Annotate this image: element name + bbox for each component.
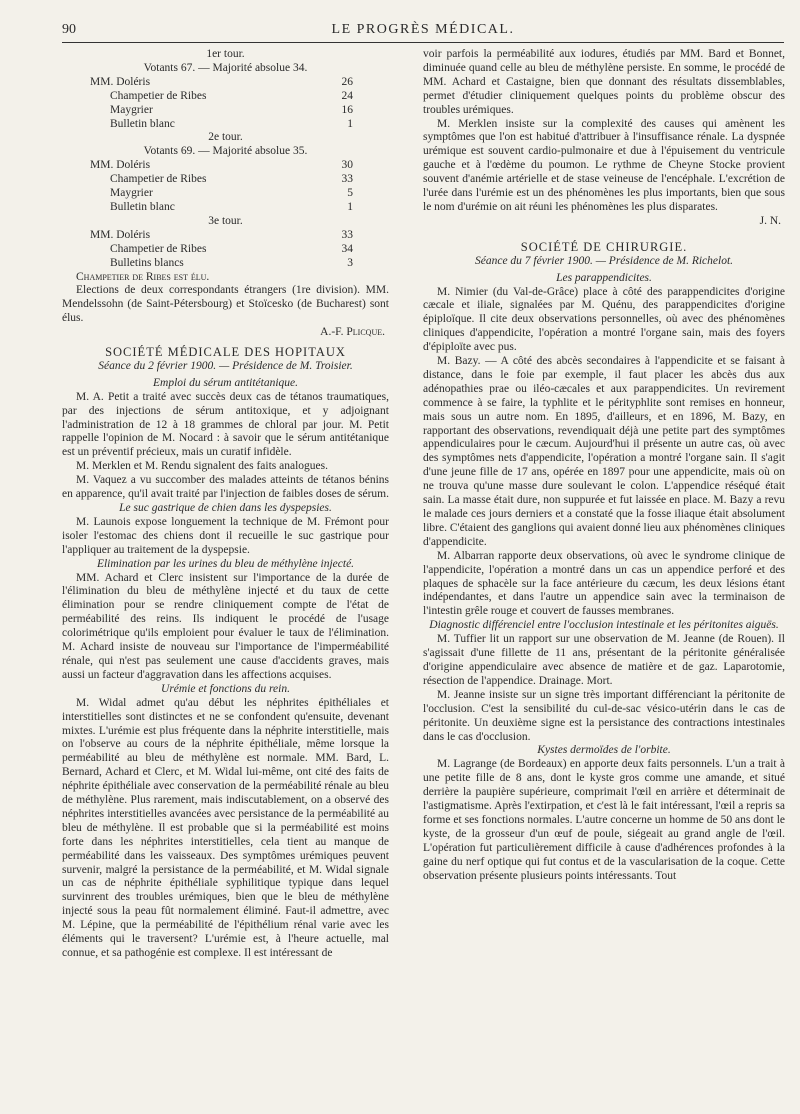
- vote-count: 33: [341, 173, 353, 186]
- paragraph-merklen-2: M. Merklen insiste sur la complexité des causes qui amènent les symptômes que l'on est habitué d'attribuer à l'insuffisance rénale. La dyspnée urémique est souvent cardio-pulmonaire et due à l'épuisement du ventricule gauche et à l'œdème du poumon. Le rythme de Cheyne Stocke provient souvent d'anémie artérielle et de stase veineuse de l'encéphale. L'excrétion de l'urée dans l'urémie est un des phénomènes les plus importants, bien que sous le nom d'urémie on ait réuni les phénomènes les plus disparates.: [423, 117, 785, 213]
- author-signature: J. N.: [759, 214, 781, 227]
- subheading-kystes: Kystes dermoïdes de l'orbite.: [537, 744, 671, 757]
- vote-count: 30: [341, 159, 353, 172]
- tour-1-results: [62, 76, 389, 132]
- vote-name: Champetier de Ribes: [110, 89, 207, 102]
- subheading-elimination: Elimination par les urines du bleu de méthylène injecté.: [96, 557, 355, 570]
- vote-count: 1: [347, 117, 353, 130]
- tour-2-votants: Votants 69. — Majorité absolue 35.: [143, 145, 308, 158]
- seance-line: Séance du 7 février 1900. — Présidence de M. Richelot.: [474, 254, 734, 267]
- vote-name: Champetier de Ribes: [110, 242, 207, 255]
- tour-2-heading: 2e tour.: [208, 131, 243, 144]
- vote-name: Bulletins blancs: [110, 256, 184, 269]
- vote-count: 3: [347, 256, 353, 269]
- paragraph-vaquez: M. Vaquez a vu succomber des malades atteints de tétanos bénins en apparence, qu'il avait traité par l'injection de faibles doses de sérum.: [62, 474, 389, 501]
- tour-2-results: [62, 159, 389, 215]
- subheading-parappendicites: Les parappendicites.: [556, 271, 652, 284]
- vote-count: 34: [341, 242, 353, 255]
- vote-name: Champetier de Ribes: [110, 173, 207, 186]
- vote-name: Maygrier: [110, 103, 153, 116]
- paragraph-merklen: M. Merklen et M. Rendu signalent des faits analogues.: [76, 460, 328, 473]
- paragraph-bazy: M. Bazy. — A côté des abcès secondaires à l'appendicite et se faisant à distance, dans le foie par exemple, il faut placer les abcès dus aux adénopathies prae ou iléo-cæcales et aux parappendicites. Un revirement commence à se faire, la typhlite et le pérityphlite sont remises en honneur, mais sous un autre nom. En 1895, d'ailleurs, et en 1896, M. Bazy, en rapportant des observations, revendiquait déjà une petite part des symptômes appendiculaires pour le cæcum. Aujourd'hui il présente un autre cas, où avec des symptômes nets d'appendicite, l'opération a montré l'organe sain. Il s'agit d'une jeune fille de 17 ans, opérée en 1897 pour une appendicite, mais où on ne trouva qu'une masse dure soulevant le colon. L'appendice réséqué était sain. La masse était dure, non suppurée et fut laissée en place. M. Bazy a revu le malade ces jours derniers et a constaté que la fosse iliaque était absolument libre. C'étaient des ganglions qui avaient donné lieu aux phénomènes cliniques d'appendicite.: [423, 355, 785, 548]
- page-number: 90: [62, 22, 76, 37]
- vote-name: MM. Doléris: [90, 75, 151, 88]
- vote-name: Maygrier: [110, 187, 153, 200]
- journal-title: LE PROGRÈS MÉDICAL.: [331, 22, 515, 37]
- right-column: [423, 48, 785, 883]
- tour-3-heading: 3e tour.: [208, 214, 243, 227]
- paragraph-albarran: M. Albarran rapporte deux observations, où avec le syndrome clinique de l'appendicite, l'opération a montré dans un cas un appendice perforé et des plaques de sphacèle sur la face antérieure du cæcum, les deux lésions étant indépendantes, et dans l'autre un appendice sain avec la terminaison de l'intestin grêle rouge et couvert de fausses membranes.: [423, 549, 785, 618]
- subheading-serum: Emploi du sérum antitétanique.: [152, 376, 298, 389]
- author-signature: A.-F. Plicque.: [320, 326, 385, 339]
- vote-name: Bulletin blanc: [110, 117, 175, 130]
- vote-count: 33: [341, 228, 353, 241]
- left-column: [62, 48, 389, 961]
- society-heading-hopitaux: SOCIÉTÉ MÉDICALE DES HOPITAUX: [105, 345, 346, 360]
- subheading-suc-gastrique: Le suc gastrique de chien dans les dyspepsies.: [119, 502, 332, 514]
- page-header: [62, 20, 784, 43]
- paragraph-tuffier: M. Tuffier lit un rapport sur une observation de M. Jeanne (de Rouen). Il s'agissait d'une fillette de 11 ans, présentant de la péritonite généralisée d'origine appendiculaire avec absence de matière et de gaz. Laparotomie, résection de l'appendice. Drainage. Mort.: [423, 633, 785, 687]
- tour-1-votants: Votants 67. — Majorité absolue 34.: [143, 61, 308, 74]
- vote-count: 24: [341, 89, 353, 102]
- tour-3-results: [62, 229, 389, 271]
- vote-name: MM. Doléris: [90, 159, 151, 172]
- vote-count: 26: [341, 75, 353, 88]
- paragraph-widal: M. Widal admet qu'au début les néphrites épithéliales et interstitielles sont distinctes et ne se confondent qu'ensuite, devenant mixtes. L'urémie est plus fréquente dans la néphrite interstitielle, mais on l'observe au cours de la néphrite épithéliale, même lorsque la perméabilité au bleu de méthylène est normale. MM. Bard, L. Bernard, Achard et Clerc, et M. Widal lui-même, ont cité des faits de néphrite épithéliale avec conservation de la perméabilité rénale au bleu de méthylène. Plus rarement, mais indiscutablement, on a observé des néphrites interstitielles avancées avec persistance de la perméabilité au bleu de méthylène. Il est probable que si la perméabilité est moins forte dans les néphrites interstitielles, cela tient au manque de perméabilité dans les vaisseaux. Des symptômes urémiques peuvent survenir, malgré la persistance de la perméabilité, et M. Widal signale un cas de néphrite épithéliale syphilitique typique dans lequel survinrent des troubles urémiques, bien que le bleu de méthylène injecté sous la peau fût normalement éliminé. Faut-il admettre, avec M. Lépine, que la perméabilité de l'épithélium rénal varie avec les éléments qui le traversent? L'urémie est, à l'heure actuelle, mal connue, et sa pathogénie est complexe. Il est intéressant de: [62, 696, 389, 959]
- subheading-diagnostic: Diagnostic différenciel entre l'occlusion intestinale et les péritonites aiguës.: [429, 619, 779, 632]
- society-heading-chirurgie: SOCIÉTÉ DE CHIRURGIE.: [520, 239, 688, 254]
- vote-count: 5: [347, 187, 353, 200]
- paragraph-jeanne: M. Jeanne insiste sur un signe très important différenciant la péritonite de l'occlusion. C'est la sensibilité du cul-de-sac vésico-utérin dans le cas de péritonite. Un deuxième signe est la persistance des contractions intestinales dans le cas d'occlusion.: [423, 688, 785, 743]
- vote-name: MM. Doléris: [90, 228, 151, 241]
- seance-line: Séance du 2 février 1900. — Présidence de M. Troisier.: [98, 359, 353, 372]
- vote-count: 16: [341, 103, 353, 116]
- election-result: Champetier de Ribes est élu.: [76, 270, 210, 283]
- vote-count: 1: [347, 200, 353, 213]
- paragraph-petit: M. A. Petit a traité avec succès deux cas de tétanos traumatiques, par des injections de sérum antitoxique, et y adjoignant l'administration de 12 à 18 grammes de chloral par jour. M. Petit rappelle l'opinion de M. Nocard : à savoir que le sérum antitétanique est un préventif précieux, mais un curatif infidèle.: [62, 390, 389, 459]
- elections-paragraph: Elections de deux correspondants étrangers (1re division). MM. Mendelssohn (de Saint-Pétersbourg) et Stoïcesko (de Bucharest) sont élus.: [62, 284, 389, 325]
- paragraph-nimier: M. Nimier (du Val-de-Grâce) place à côté des parappendicites d'origine cæcale et iliale, signalées par M. Quénu, des parappendicites d'origine épiploïque. Il cite deux observations personnelles, où avec des phénomènes cliniques d'appendicite, l'opération a montré l'organe sain, mais des foyers d'épiploïte avec pus.: [423, 285, 785, 354]
- paragraph-continued: voir parfois la perméabilité aux iodures, étudiés par MM. Bard et Bonnet, diminuée quand celle au bleu de méthylène persiste. En somme, le procédé de MM. Achard et Castaigne, bien que donnant des résultats dissemblables, permet d'étudier cliniquement quelques points du problème obscur des troubles urémiques.: [423, 48, 785, 116]
- vote-name: Bulletin blanc: [110, 200, 175, 213]
- tour-1-heading: 1er tour.: [206, 48, 245, 60]
- paragraph-achard: MM. Achard et Clerc insistent sur l'importance de la durée de l'élimination du bleu de méthylène injecté et du taux de cette élimination pour se rendre cliniquement compte de l'état de perméabilité des reins. Ils indiquent le procédé de l'usage colorimétrique qu'ils emploient pour évaluer le taux de l'élimination. M. Achard insiste de nouveau sur l'importance de l'imperméabilité rénale, qui n'est pas seulement une cause d'accidents graves, mais aussi un facteur d'aggravation dans les affections acquises.: [62, 571, 389, 681]
- subheading-uremie: Urémie et fonctions du rein.: [161, 682, 290, 695]
- paragraph-lagrange: M. Lagrange (de Bordeaux) en apporte deux faits personnels. L'un a trait à une petite fille de 8 ans, dont le kyste gros comme une amande, et situé derrière la paupière supérieure, comprimait l'œil en arrière et déterminait de l'astigmatisme. Après l'extirpation, et c'est là le fait intéressant, l'œil a repris sa forme et ses fonctions normales. L'autre concerne un homme de 50 ans dont le kyste, de la grosseur d'un œuf de poule, siégeait au grand angle de l'œil. L'opération fut particulièrement difficile à cause d'adhérences profondes à la gaine du nerf optique qui fut contus et de la vascularisation de la coque. Cette observation présente plusieurs points intéressants. Tout: [423, 758, 785, 882]
- paragraph-launois: M. Launois expose longuement la technique de M. Frémont pour isoler l'estomac des chiens dont il recueille le suc gastrique pour l'appliquer au traitement de la dyspepsie.: [62, 515, 389, 556]
